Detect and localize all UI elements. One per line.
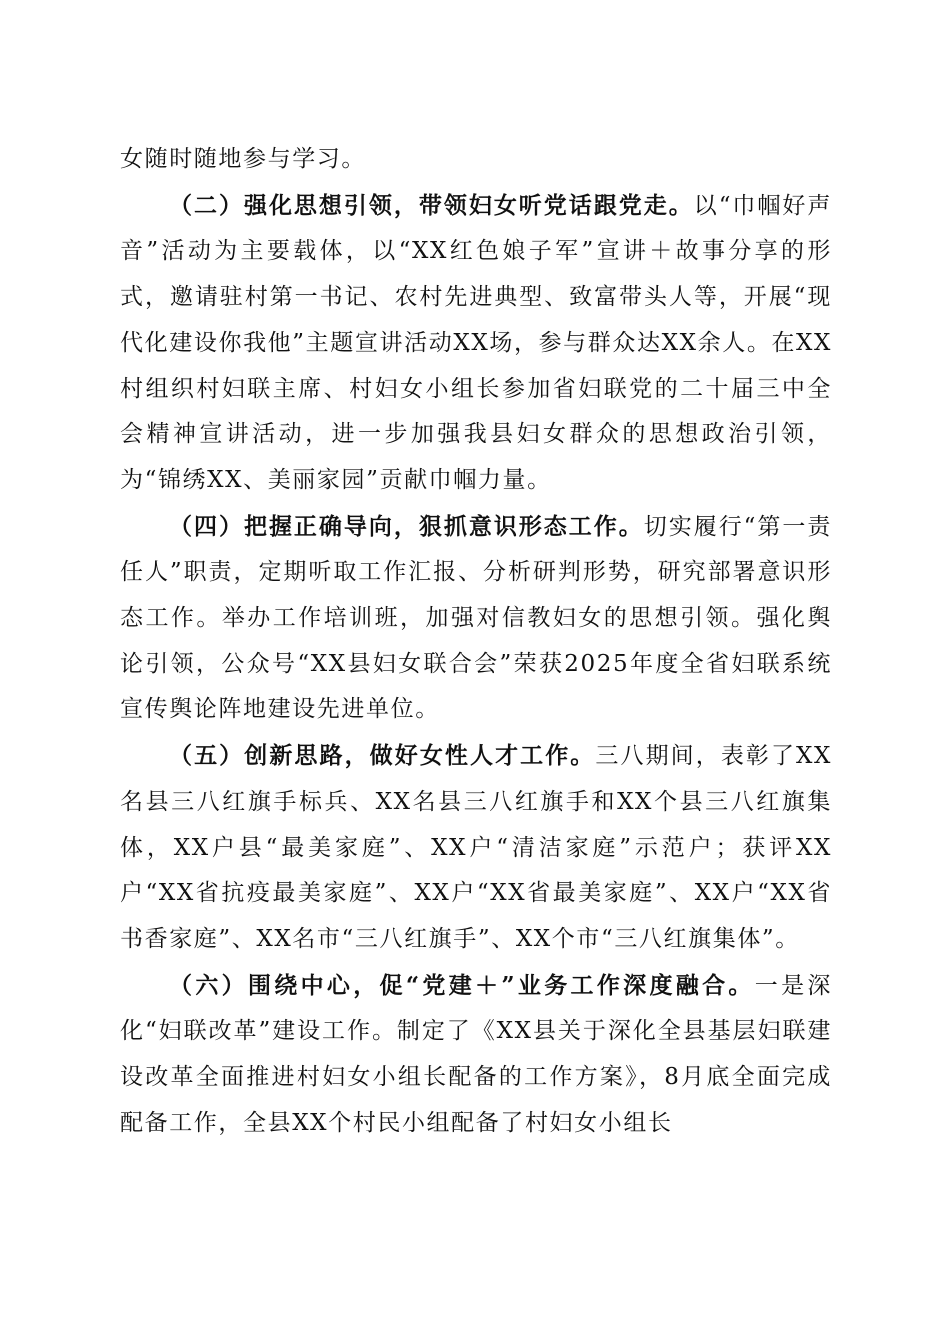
paragraph-text: 一是深化“妇联改革”建设工作。制定了《XX县关于深化全县基层妇联建设改革全面推进村妇女小组长配备的工作方案》，8月底全面完成配备工作，全县XX个村民小组配备了村妇女小组长 (120, 972, 832, 1136)
paragraph-text: 女随时随地参与学习。 (120, 146, 366, 172)
paragraph-section-2 (120, 183, 832, 504)
paragraph-text: 以“巾帼好声音”活动为主要载体，以“XX红色娘子军”宣讲＋故事分享的形式，邀请驻村第一书记、农村先进典型、致富带头人等，开展“现代化建设你我他”主题宣讲活动XX场，参与群众达XX余人。在XX村组织村妇联主席、村妇女小组长参加省妇联党的二十届三中全会精神宣讲活动，进一步加强我县妇女群众的思想政治引领，为“锦绣XX、美丽家园”贡献巾帼力量。 (120, 192, 832, 493)
section-heading: （四）把握正确导向，狠抓意识形态工作。 (169, 512, 644, 540)
paragraph-section-5 (120, 733, 832, 963)
paragraph-section-6 (120, 963, 832, 1147)
paragraph-section-4 (120, 504, 832, 734)
document-body (120, 137, 832, 1146)
paragraph-text: 切实履行“第一责任人”职责，定期听取工作汇报、分析研判形势，研究部署意识形态工作。举办工作培训班，加强对信教妇女的思想引领。强化舆论引领，公众号“XX县妇女联合会”荣获2025年度全省妇联系统宣传舆论阵地建设先进单位。 (120, 513, 832, 723)
section-heading: （二）强化思想引领，带领妇女听党话跟党走。 (169, 191, 694, 219)
paragraph-text: 三八期间，表彰了XX名县三八红旗手标兵、XX名县三八红旗手和XX个县三八红旗集体，XX户县“最美家庭”、XX户“清洁家庭”示范户；获评XX户“XX省抗疫最美家庭”、XX户“XX省最美家庭”、XX户“XX省书香家庭”、XX名市“三八红旗手”、XX个市“三八红旗集体”。 (120, 743, 833, 952)
section-heading: （五）创新思路，做好女性人才工作。 (169, 742, 596, 770)
section-heading: （六）围绕中心，促“党建＋”业务工作深度融合。 (169, 971, 755, 999)
paragraph-continuation (120, 137, 832, 183)
